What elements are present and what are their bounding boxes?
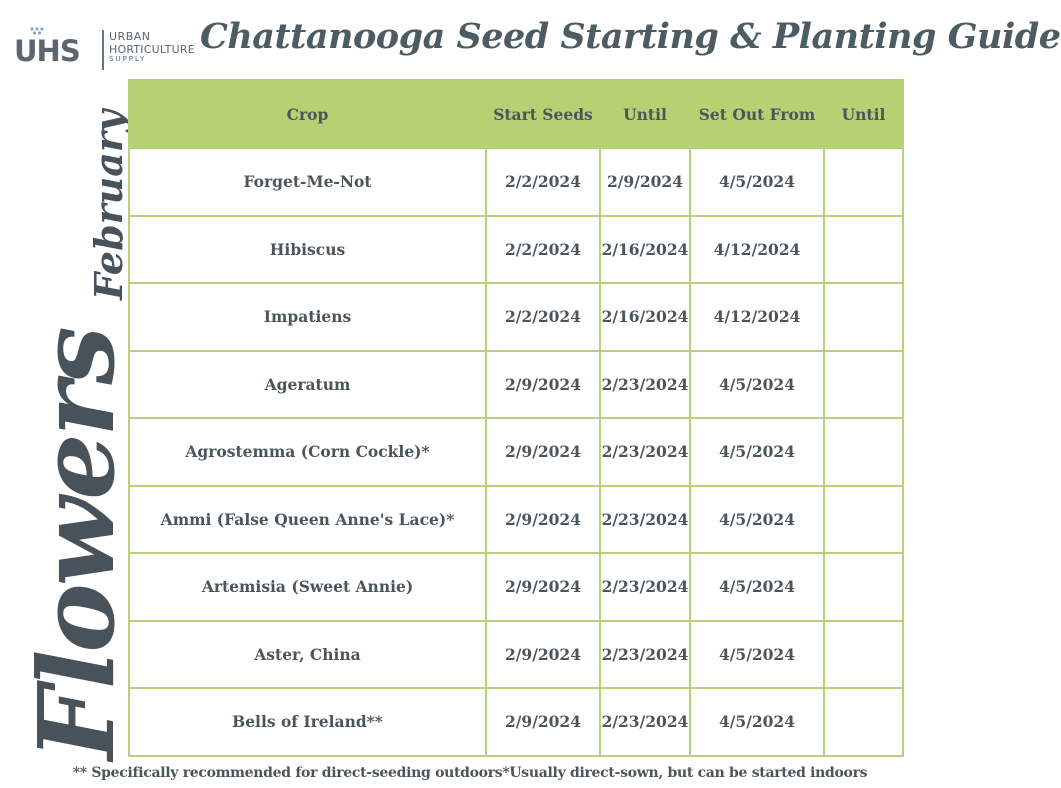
cell-set-out-from: 4/5/2024 — [690, 486, 824, 554]
cell-start-seeds: 2/9/2024 — [486, 351, 600, 419]
logo-line-3: SUPPLY — [109, 55, 147, 63]
table-row — [129, 621, 903, 689]
cell-start-seeds: 2/9/2024 — [486, 418, 600, 486]
header-set-out-from: Set Out From — [690, 80, 824, 148]
cell-start-seeds: 2/2/2024 — [486, 283, 600, 351]
footnote: ** Specifically recommended for direct-seeding outdoors*Usually direct-sown, but can be started indoors — [72, 765, 868, 781]
logo-line-2: HORTICULTURE — [109, 43, 195, 56]
cell-start-until: 2/23/2024 — [600, 486, 690, 554]
table-row — [129, 351, 903, 419]
cell-crop: Aster, China — [129, 621, 486, 689]
cell-set-out-from: 4/5/2024 — [690, 553, 824, 621]
header-set-out-until: Until — [824, 80, 903, 148]
cell-set-out-until — [824, 486, 903, 554]
logo-divider — [102, 30, 104, 70]
table-row — [129, 688, 903, 756]
category-label: Flowers — [15, 329, 138, 760]
cell-start-seeds: 2/2/2024 — [486, 148, 600, 216]
planting-table — [128, 79, 904, 757]
cell-start-until: 2/16/2024 — [600, 216, 690, 284]
table-row — [129, 283, 903, 351]
cell-crop: Agrostemma (Corn Cockle)* — [129, 418, 486, 486]
page-title: Chattanooga Seed Starting & Planting Guide — [200, 16, 1061, 57]
table-row — [129, 418, 903, 486]
cell-set-out-until — [824, 688, 903, 756]
cell-crop: Ageratum — [129, 351, 486, 419]
table-header-row — [129, 80, 903, 148]
cell-start-seeds: 2/9/2024 — [486, 486, 600, 554]
cell-crop: Forget-Me-Not — [129, 148, 486, 216]
cell-crop: Impatiens — [129, 283, 486, 351]
cell-set-out-until — [824, 216, 903, 284]
logo-line-1: URBAN — [109, 30, 151, 43]
cell-start-seeds: 2/9/2024 — [486, 688, 600, 756]
cell-crop: Hibiscus — [129, 216, 486, 284]
table-row — [129, 486, 903, 554]
cell-set-out-until — [824, 148, 903, 216]
cell-crop: Bells of Ireland** — [129, 688, 486, 756]
cell-set-out-from: 4/5/2024 — [690, 148, 824, 216]
table-row — [129, 216, 903, 284]
cell-start-until: 2/23/2024 — [600, 688, 690, 756]
cell-start-until: 2/23/2024 — [600, 418, 690, 486]
header-start-seeds: Start Seeds — [486, 80, 600, 148]
cell-set-out-from: 4/5/2024 — [690, 418, 824, 486]
header-start-until: Until — [600, 80, 690, 148]
cell-start-until: 2/9/2024 — [600, 148, 690, 216]
logo-letters: UHS — [14, 34, 80, 68]
cell-set-out-until — [824, 283, 903, 351]
header-crop: Crop — [129, 80, 486, 148]
table-row — [129, 553, 903, 621]
cell-start-until: 2/23/2024 — [600, 621, 690, 689]
cell-start-until: 2/16/2024 — [600, 283, 690, 351]
cell-set-out-from: 4/12/2024 — [690, 216, 824, 284]
month-label: February — [86, 109, 131, 300]
cell-set-out-from: 4/12/2024 — [690, 283, 824, 351]
cell-set-out-until — [824, 621, 903, 689]
table-row — [129, 148, 903, 216]
cell-start-until: 2/23/2024 — [600, 553, 690, 621]
cell-set-out-from: 4/5/2024 — [690, 621, 824, 689]
cell-set-out-from: 4/5/2024 — [690, 351, 824, 419]
cell-set-out-until — [824, 351, 903, 419]
cell-set-out-until — [824, 418, 903, 486]
cell-start-seeds: 2/9/2024 — [486, 553, 600, 621]
logo-wordmark — [109, 31, 195, 63]
cell-set-out-until — [824, 553, 903, 621]
cell-start-until: 2/23/2024 — [600, 351, 690, 419]
brand-logo — [14, 26, 194, 74]
cell-set-out-from: 4/5/2024 — [690, 688, 824, 756]
cell-crop: Ammi (False Queen Anne's Lace)* — [129, 486, 486, 554]
cell-start-seeds: 2/9/2024 — [486, 621, 600, 689]
cell-crop: Artemisia (Sweet Annie) — [129, 553, 486, 621]
cell-start-seeds: 2/2/2024 — [486, 216, 600, 284]
